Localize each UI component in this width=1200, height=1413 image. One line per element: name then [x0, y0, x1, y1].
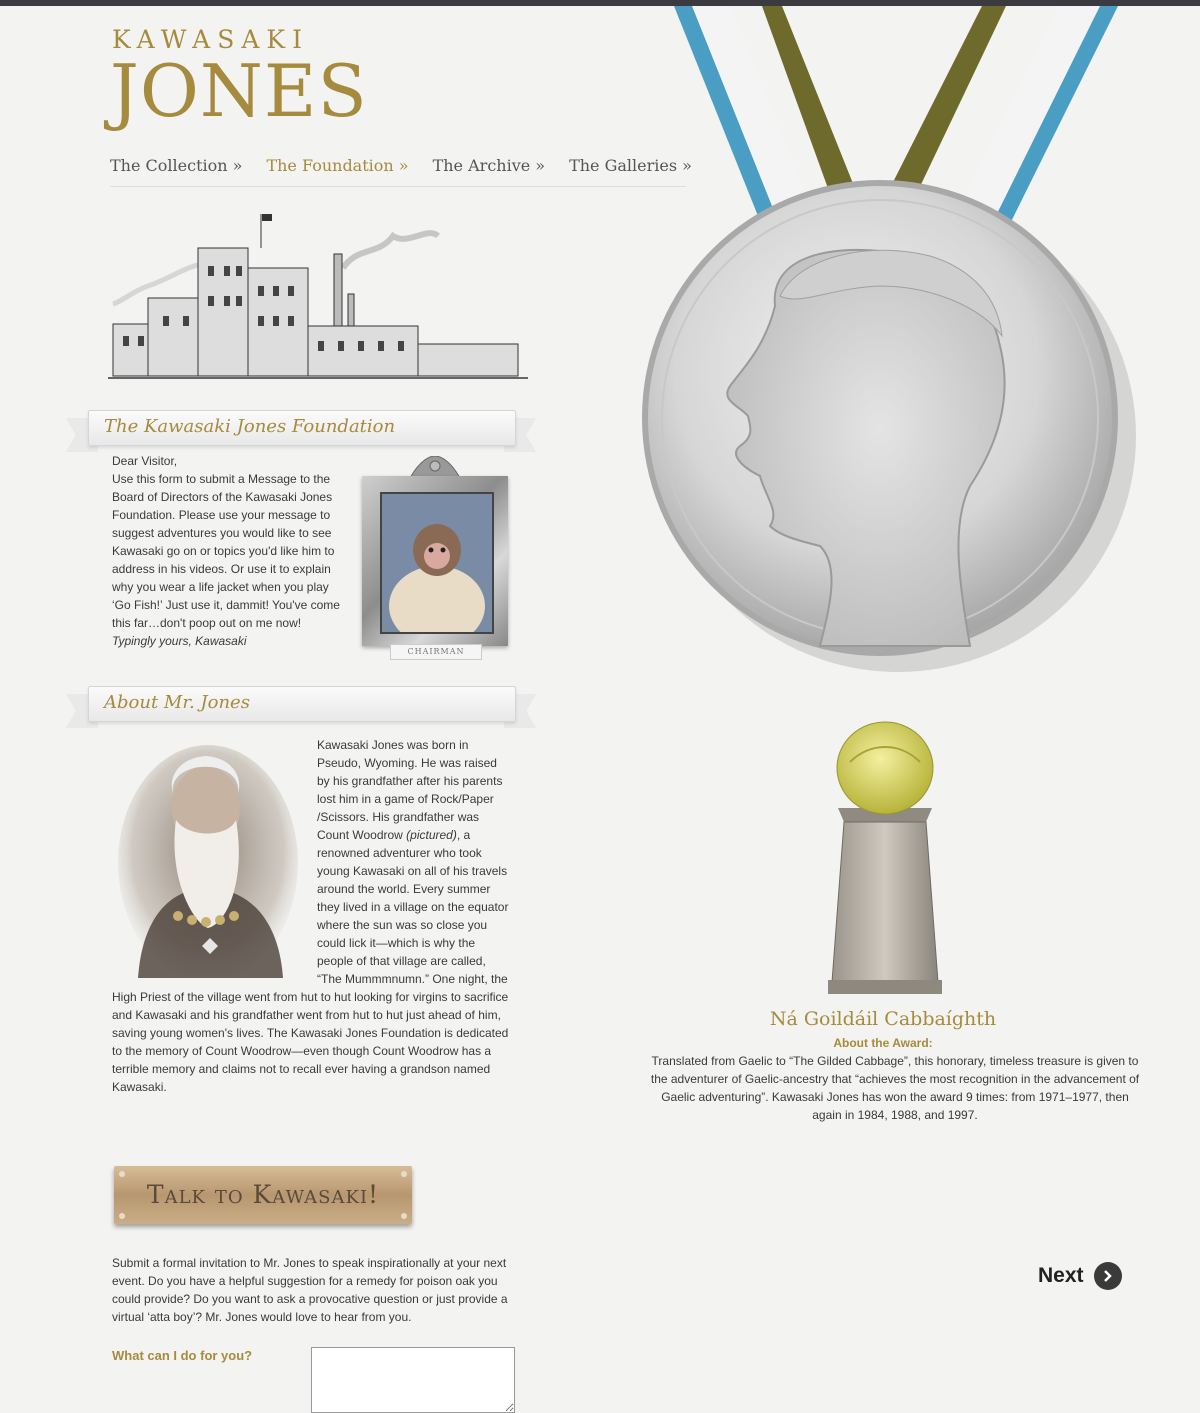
foundation-body: Use this form to submit a Message to the Board of Directors of the Kawasaki Jones Foundation. Please use your message to suggest adventures you would like to see Kawasaki go on or topics you'd like him to address in his videos. Or use it to explain why you wear a life jacket when you play ‘Go Fish!’ Just use it, dammit! You've come this far…don't poop out on me now!	[112, 472, 340, 630]
frame-caption: CHAIRMAN	[390, 644, 482, 660]
award-title: Ná Goildáil Cabbaíghth	[769, 1008, 997, 1030]
signoff: Typingly yours, Kawasaki	[112, 634, 247, 648]
about-heading: About Mr. Jones	[104, 692, 250, 713]
foundation-banner	[66, 410, 536, 452]
main-nav	[110, 156, 692, 187]
greeting: Dear Visitor,	[112, 454, 178, 468]
chairman-portrait	[360, 456, 510, 661]
logo-line-1: KAWASAKI	[112, 25, 309, 54]
frame-crest	[410, 456, 460, 478]
chevron-right-icon	[1094, 1262, 1122, 1290]
invite-text: Submit a formal invitation to Mr. Jones to speak inspirationally at your next event. Do you have a helpful suggestion for a remedy for poison oak you could provide? Do you want to ask a provocative question or just provide a virtual ‘atta boy’? Mr. Jones would love to hear from you.	[112, 1256, 508, 1324]
talk-to-kawasaki-button[interactable]	[114, 1166, 412, 1226]
logo-line-2: JONES	[110, 49, 368, 133]
about-body-part-2: , a renowned adventurer who took young Kawasaki on all of his travels around the world. Every summer they lived in a village on the equator where the sun was so close you could lick it—which is why the people of that village are called, “The Mummmnumn.” One night, the High Priest of the village went from hut to hut looking for virgins to sacrifice and Kawasaki and his grandfather went from hut to hut just ahead of him, saving young women's lives. The Kawasaki Jones Foundation is dedicated to the memory of Count Woodrow—even though Count Woodrow has a terrible memory and claims not to recall ever having a grandson named Kawasaki.	[112, 828, 509, 1094]
nav-item-foundation[interactable]: The Foundation »	[266, 156, 409, 175]
about-body-part-1: Kawasaki Jones was born in Pseudo, Wyoming. He was raised by his grandfather after his parents lost him in a game of Rock/Paper /Scissors. His grandfather was Count Woodrow	[317, 738, 503, 842]
nav-item-collection[interactable]: The Collection »	[110, 156, 243, 175]
about-banner	[66, 686, 536, 728]
next-button[interactable]	[1038, 1262, 1122, 1290]
foundation-intro	[112, 452, 350, 650]
next-label: Next	[1038, 1264, 1084, 1287]
message-input[interactable]	[311, 1347, 515, 1413]
foundation-heading: The Kawasaki Jones Foundation	[104, 416, 396, 437]
nav-item-archive[interactable]: The Archive »	[432, 156, 546, 175]
award-subtitle: About the Award:	[833, 1036, 933, 1050]
question-label: What can I do for you?	[112, 1348, 253, 1363]
about-text	[112, 736, 512, 1096]
award-description: Translated from Gaelic to “The Gilded Cabbage”, this honorary, timeless treasure is given to the adventurer of Gaelic-ancestry that “achieves the most recognition in the advancement of Gaelic adventuring”. Kawasaki Jones has won the award 9 times: from 1971–1977, then again in 1984, 1988, and 1997.	[650, 1054, 1140, 1122]
factory-engraving	[108, 206, 528, 392]
talk-button-label: Talk to Kawasaki!	[114, 1166, 412, 1224]
gilded-cabbage-trophy	[820, 712, 950, 1002]
monkey-photo	[380, 492, 494, 634]
about-body-em: (pictured)	[406, 828, 457, 842]
logo[interactable]	[110, 25, 368, 133]
nav-item-galleries[interactable]: The Galleries »	[569, 156, 692, 175]
medal-illustration	[630, 6, 1140, 686]
